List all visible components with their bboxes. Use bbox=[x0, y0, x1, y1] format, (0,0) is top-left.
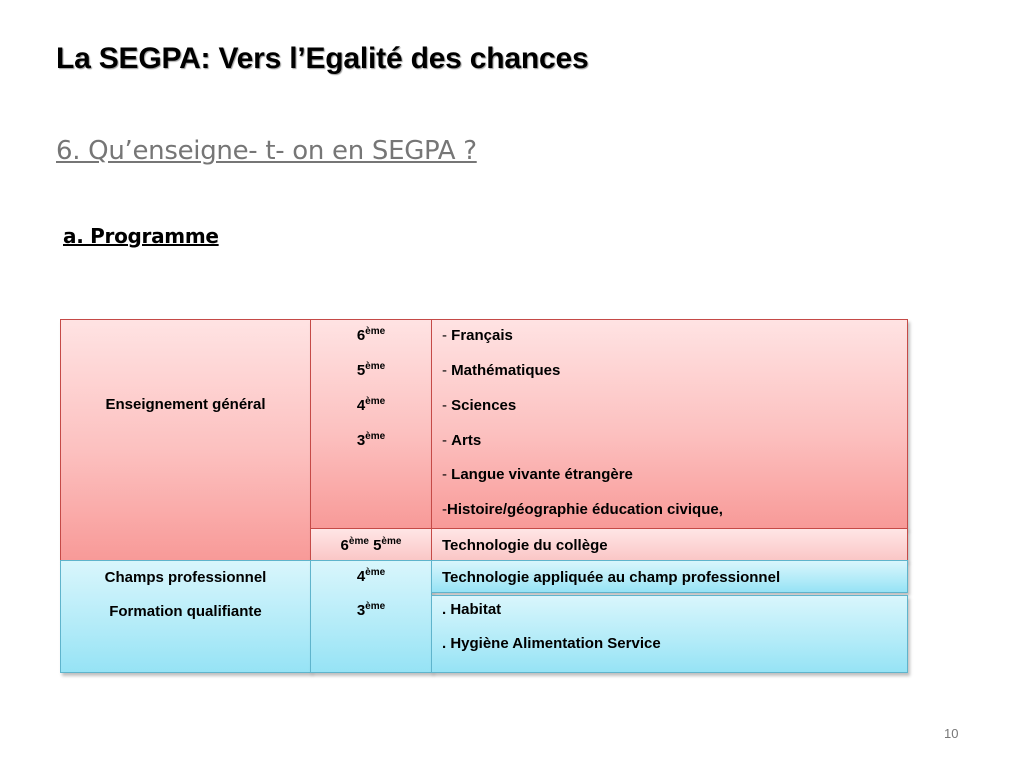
level-5: 5ème bbox=[356, 361, 386, 379]
level-6-5: 6ème 5ème bbox=[340, 536, 402, 554]
level-6: 6ème bbox=[356, 326, 386, 344]
page-number: 10 bbox=[944, 726, 959, 741]
pro-label-2: Formation qualifiante bbox=[109, 603, 262, 620]
section-heading: a. Programme bbox=[63, 224, 219, 248]
general-subjects-cell bbox=[431, 319, 908, 529]
level-3: 3ème bbox=[356, 431, 386, 449]
pro-level-3: 3ème bbox=[356, 601, 386, 619]
subject-item: - Langue vivante étrangère bbox=[442, 466, 633, 483]
pro-subject-item: . Habitat bbox=[442, 601, 502, 618]
subject-item: - Français bbox=[442, 327, 513, 344]
slide-title: La SEGPA: Vers l’Egalité des chances bbox=[56, 42, 589, 75]
tech-subject: Technologie du collège bbox=[442, 537, 608, 554]
pro-level-4: 4ème bbox=[356, 567, 386, 585]
tech-levels-cell bbox=[310, 528, 432, 561]
pro-subject-top-cell bbox=[431, 560, 908, 593]
subject-item: - Arts bbox=[442, 432, 482, 449]
pro-label-1: Champs professionnel bbox=[104, 569, 267, 586]
general-label-cell bbox=[60, 319, 311, 561]
slide-subtitle: 6. Qu’enseigne- t- on en SEGPA ? bbox=[56, 136, 477, 166]
level-4: 4ème bbox=[356, 396, 386, 414]
pro-subjects-cell bbox=[431, 595, 908, 673]
subject-item: - Sciences bbox=[442, 397, 517, 414]
pro-subject-item: . Hygiène Alimentation Service bbox=[442, 635, 661, 652]
general-levels-cell bbox=[310, 319, 432, 529]
subject-item: -Histoire/géographie éducation civique, bbox=[442, 501, 723, 518]
general-label: Enseignement général bbox=[105, 396, 266, 413]
tech-subject-cell bbox=[431, 528, 908, 561]
pro-subject-top: Technologie appliquée au champ professionnel bbox=[442, 569, 781, 586]
pro-levels-cell bbox=[310, 560, 432, 673]
subject-item: - Mathématiques bbox=[442, 362, 561, 379]
pro-label-cell bbox=[60, 560, 311, 673]
